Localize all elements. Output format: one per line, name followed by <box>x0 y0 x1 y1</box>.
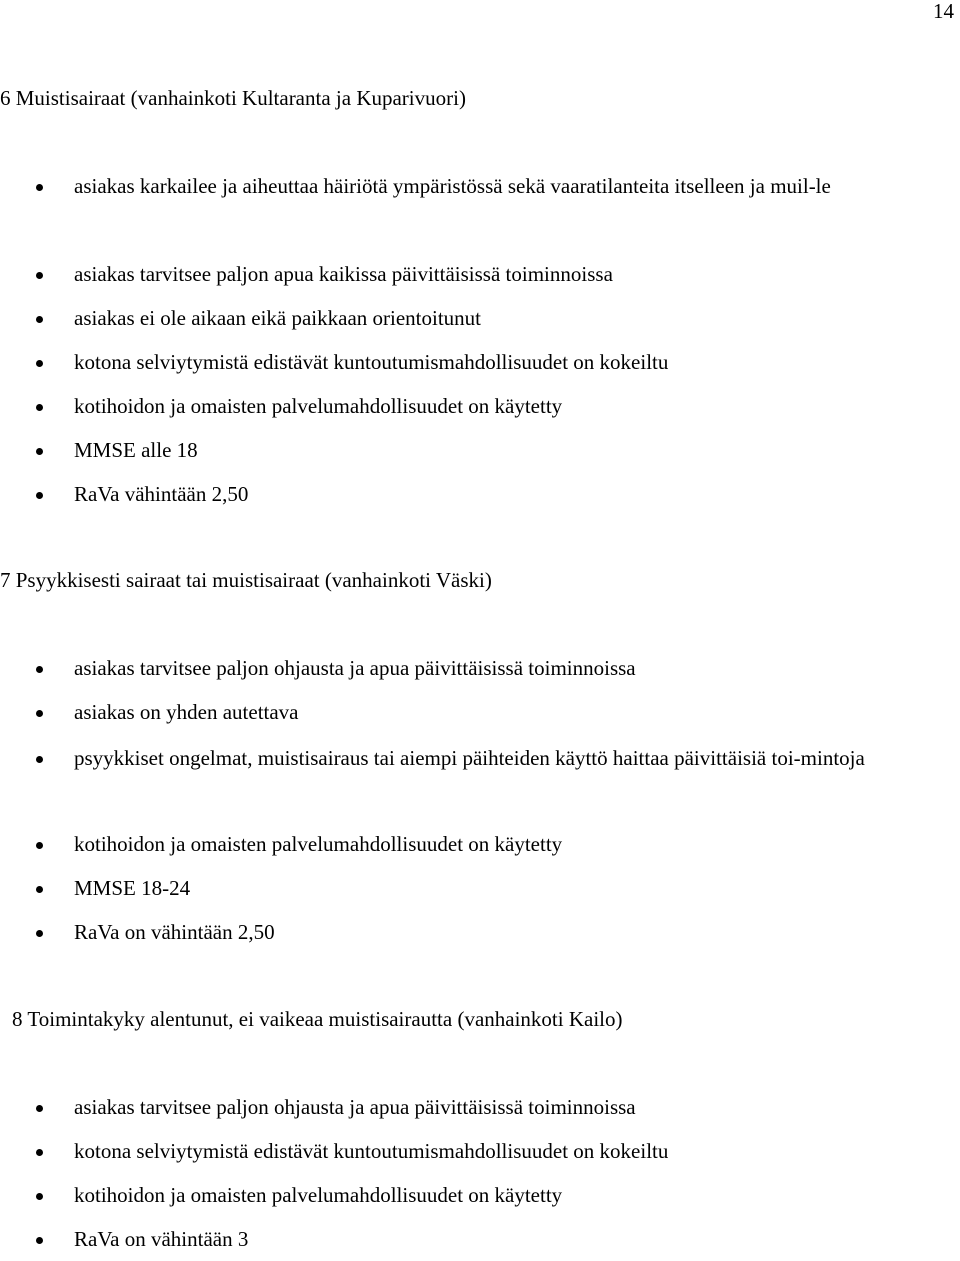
bullet-icon <box>36 184 43 191</box>
bullet-icon <box>36 756 43 763</box>
list-item-text: asiakas ei ole aikaan eikä paikkaan orientoitunut <box>74 306 482 330</box>
bullet-icon <box>36 930 43 937</box>
list-item-text: asiakas tarvitsee paljon ohjausta ja apua päivittäisissä toiminnoissa <box>74 1095 636 1119</box>
bullet-icon <box>36 316 43 323</box>
bullet-icon <box>36 360 43 367</box>
bullet-icon <box>36 842 43 849</box>
list-item-text: psyykkiset ongelmat, muistisairaus tai aiempi päihteiden käyttö haittaa päivittäisiä toi-mintoja <box>74 746 865 770</box>
list-item-text: asiakas tarvitsee paljon ohjausta ja apua päivittäisissä toiminnoissa <box>74 656 636 680</box>
section-heading-8: 8 Toimintakyky alentunut, ei vaikeaa muistisairautta (vanhainkoti Kailo) <box>12 1007 623 1031</box>
list-item-text: asiakas on yhden autettava <box>74 700 299 724</box>
bullet-icon <box>36 886 43 893</box>
list-item-text: MMSE 18-24 <box>74 876 191 900</box>
list-item-text: asiakas tarvitsee paljon apua kaikissa päivittäisissä toiminnoissa <box>74 262 613 286</box>
bullet-icon <box>36 1237 43 1244</box>
bullet-icon <box>36 1193 43 1200</box>
list-item-text: kotihoidon ja omaisten palvelumahdollisuudet on käytetty <box>74 1183 563 1207</box>
section-heading-6: 6 Muistisairaat (vanhainkoti Kultaranta ja Kuparivuori) <box>0 86 466 110</box>
bullet-icon <box>36 448 43 455</box>
bullet-icon <box>36 272 43 279</box>
bullet-icon <box>36 1149 43 1156</box>
list-item-text: kotona selviytymistä edistävät kuntoutumismahdollisuudet on kokeiltu <box>74 350 669 374</box>
list-item-text: kotihoidon ja omaisten palvelumahdollisuudet on käytetty <box>74 832 563 856</box>
list-item-text: MMSE alle 18 <box>74 438 198 462</box>
page-number: 14 <box>933 0 954 23</box>
bullet-icon <box>36 492 43 499</box>
list-item-text: RaVa on vähintään 3 <box>74 1227 249 1251</box>
list-item-text: RaVa on vähintään 2,50 <box>74 920 275 944</box>
list-item-text: asiakas karkailee ja aiheuttaa häiriötä ympäristössä sekä vaaratilanteita itselleen ja muil-le <box>74 174 831 198</box>
list-item-text: RaVa vähintään 2,50 <box>74 482 249 506</box>
bullet-icon <box>36 1105 43 1112</box>
bullet-icon <box>36 666 43 673</box>
bullet-icon <box>36 710 43 717</box>
bullet-icon <box>36 404 43 411</box>
list-item-text: kotihoidon ja omaisten palvelumahdollisuudet on käytetty <box>74 394 563 418</box>
section-heading-7: 7 Psyykkisesti sairaat tai muistisairaat (vanhainkoti Väski) <box>0 568 492 592</box>
list-item-text: kotona selviytymistä edistävät kuntoutumismahdollisuudet on kokeiltu <box>74 1139 669 1163</box>
